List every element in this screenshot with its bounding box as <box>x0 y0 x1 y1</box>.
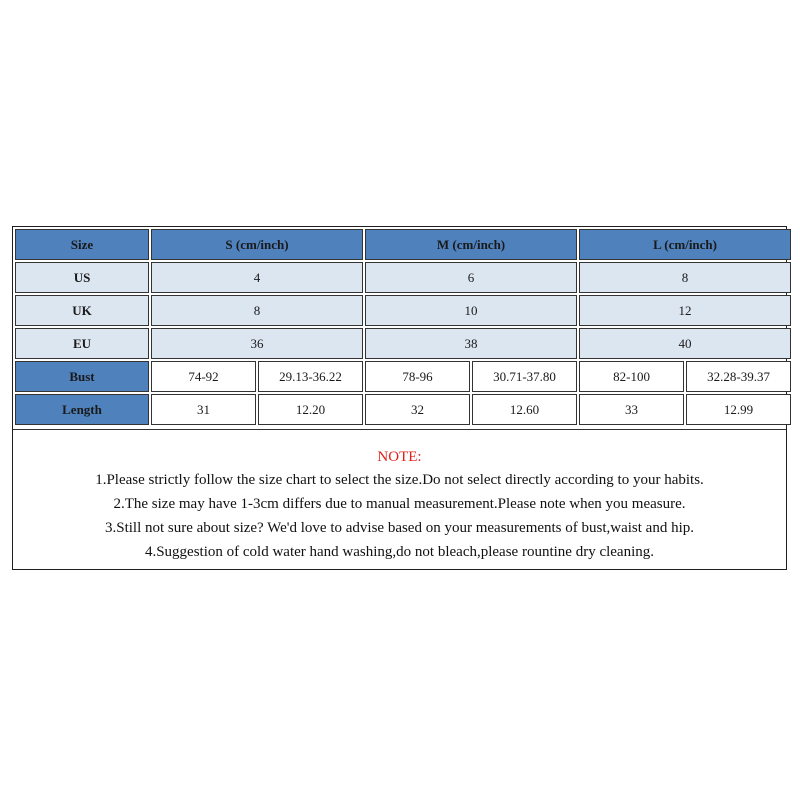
cell-length-m-in: 12.60 <box>472 394 577 425</box>
header-m: M (cm/inch) <box>365 229 577 260</box>
note-title: NOTE: <box>377 449 422 465</box>
table-row <box>15 295 791 326</box>
cell-us-m: 6 <box>365 262 577 293</box>
cell-bust-l-cm: 82-100 <box>579 361 684 392</box>
cell-length-m-cm: 32 <box>365 394 470 425</box>
note-line-1: 1.Please strictly follow the size chart to select the size.Do not select directly according to your habits. <box>95 472 704 488</box>
cell-length-s-in: 12.20 <box>258 394 363 425</box>
cell-uk-l: 12 <box>579 295 791 326</box>
cell-eu-s: 36 <box>151 328 363 359</box>
cell-us-l: 8 <box>579 262 791 293</box>
notes-section <box>13 429 786 569</box>
cell-bust-s-in: 29.13-36.22 <box>258 361 363 392</box>
cell-bust-m-cm: 78-96 <box>365 361 470 392</box>
cell-bust-l-in: 32.28-39.37 <box>686 361 791 392</box>
row-label-bust: Bust <box>15 361 149 392</box>
note-line-3: 3.Still not sure about size? We'd love to advise based on your measurements of bust,waist and hip. <box>104 520 695 536</box>
cell-length-l-cm: 33 <box>579 394 684 425</box>
cell-eu-m: 38 <box>365 328 577 359</box>
header-l: L (cm/inch) <box>579 229 791 260</box>
cell-us-s: 4 <box>151 262 363 293</box>
note-line-2: 2.The size may have 1-3cm differs due to manual measurement.Please note when you measure. <box>113 496 686 512</box>
row-label-us: US <box>15 262 149 293</box>
cell-bust-m-in: 30.71-37.80 <box>472 361 577 392</box>
cell-length-s-cm: 31 <box>151 394 256 425</box>
cell-eu-l: 40 <box>579 328 791 359</box>
cell-bust-s-cm: 74-92 <box>151 361 256 392</box>
cell-uk-m: 10 <box>365 295 577 326</box>
size-table <box>13 227 793 427</box>
cell-uk-s: 8 <box>151 295 363 326</box>
table-row <box>15 361 791 392</box>
header-size: Size <box>15 229 149 260</box>
header-row <box>15 229 791 260</box>
header-s: S (cm/inch) <box>151 229 363 260</box>
table-row <box>15 262 791 293</box>
table-row <box>15 394 791 425</box>
table-row <box>15 328 791 359</box>
row-label-length: Length <box>15 394 149 425</box>
cell-length-l-in: 12.99 <box>686 394 791 425</box>
note-line-4: 4.Suggestion of cold water hand washing,do not bleach,please rountine dry cleaning. <box>144 544 655 560</box>
size-chart <box>12 226 787 570</box>
row-label-eu: EU <box>15 328 149 359</box>
row-label-uk: UK <box>15 295 149 326</box>
